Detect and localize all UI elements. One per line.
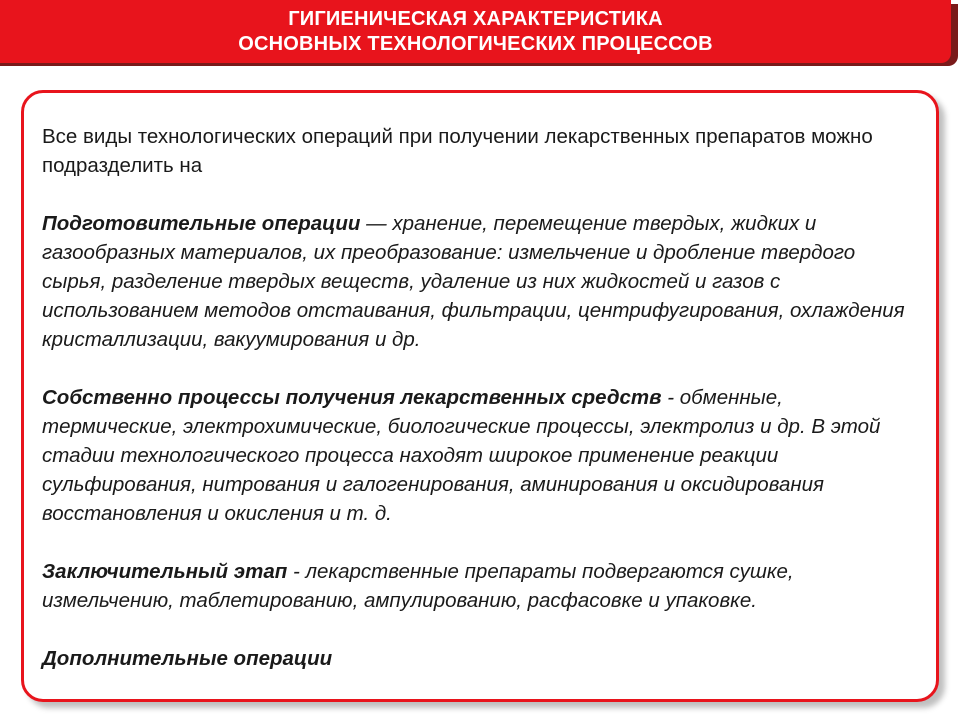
header-title-line2: ОСНОВНЫХ ТЕХНОЛОГИЧЕСКИХ ПРОЦЕССОВ <box>238 32 713 55</box>
intro-paragraph: Все виды технологических операций при получении лекарственных препаратов можно подразделить на <box>42 125 873 177</box>
section-body: - лекарственные препараты подвергаются сушке, измельчению, таблетированию, ампулированию, расфасовке и упаковке. <box>42 560 794 612</box>
slide-header <box>0 0 951 63</box>
section-body: - обменные, термические, электрохимические, биологические процессы, электролиз и др. В этой стадии технологического процесса находят широкое применение реакции сульфирования, нитрования и галогенирования, аминирования и оксидирования восстановления и окисления и т. д. <box>42 386 881 525</box>
section-body: — хранение, перемещение твердых, жидких и газообразных материалов, их преобразование: измельчение и дробление твердого сырья, разделение твердых веществ, удаление из них жидкостей и газов с использованием методов отстаивания, фильтрации, центрифугирования, охлаждения кристаллизации, вакуумирования и др. <box>42 212 905 351</box>
section-lead: Собственно процессы получения лекарственных средств <box>42 386 662 409</box>
section-additional <box>42 644 922 673</box>
section-lead: Заключительный этап <box>42 560 288 583</box>
section-final-stage <box>42 557 922 615</box>
header-title-line1: ГИГИЕНИЧЕСКАЯ ХАРАКТЕРИСТИКА <box>288 7 663 30</box>
section-lead: Дополнительные операции <box>42 647 333 670</box>
section-preparatory <box>42 209 922 354</box>
section-main-processes <box>42 383 922 528</box>
section-lead: Подготовительные операции <box>42 212 361 235</box>
content-text <box>42 122 922 673</box>
